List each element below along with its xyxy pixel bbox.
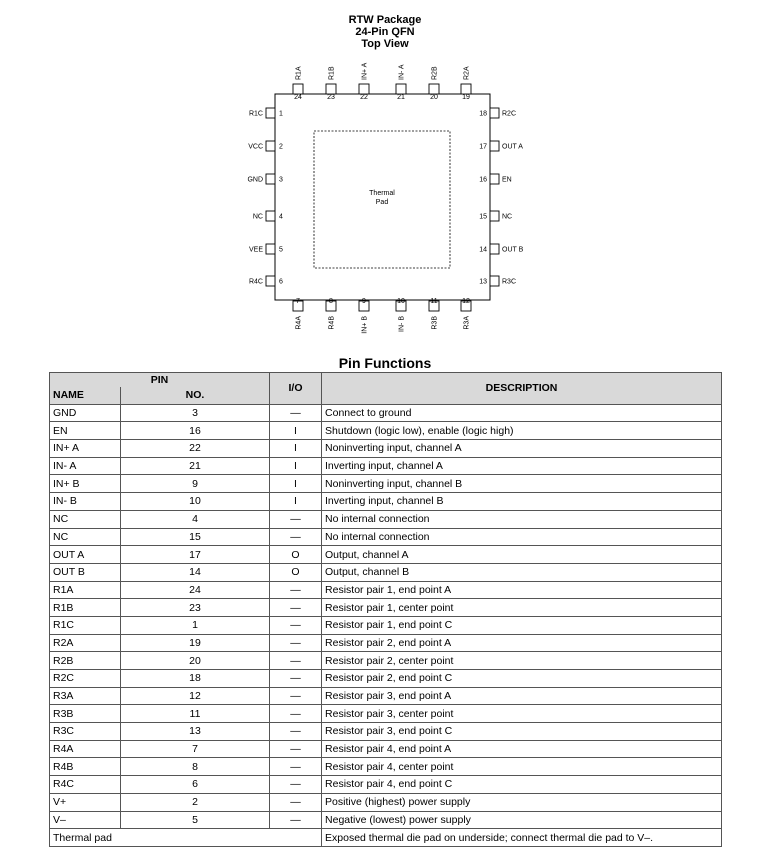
table-row [50,599,722,617]
package-title-line1: RTW Package [348,14,422,26]
pin-number-top: 20 [430,94,438,101]
pin-description-cell: Resistor pair 4, end point A [322,740,722,758]
pin-number-left: 2 [279,143,283,151]
pin-description-cell: Exposed thermal die pad on underside; connect thermal die pad to V–. [322,829,722,847]
pin-io-cell: — [270,740,322,758]
pin-name-cell: R3A [50,687,121,705]
pin-name-right: OUT A [502,143,523,151]
pin-name-top: R1B [328,66,336,80]
pin-number-cell: 6 [121,776,270,794]
pin-description-cell: Resistor pair 1, center point [322,599,722,617]
pin-pad-left-5 [266,244,275,254]
package-title-line2: 24-Pin QFN [355,26,415,38]
table-row [50,581,722,599]
pin-number-cell: 10 [121,493,270,511]
pin-description-cell: Resistor pair 2, end point A [322,634,722,652]
pin-name-cell: R1B [50,599,121,617]
pin-pad-left-1 [266,108,275,118]
pin-name-left: NC [252,213,263,221]
pin-name-right: EN [502,176,512,184]
pin-name-bottom: R3A [463,316,471,330]
pin-pad-right-15 [490,211,499,221]
pin-io-cell: — [270,652,322,670]
pin-pad-right-17 [490,141,499,151]
pin-name-bottom: R4B [328,316,336,330]
table-row-thermal-pad [50,829,722,847]
pin-name-cell: OUT B [50,563,121,581]
pin-pad-left-3 [266,174,275,184]
pin-description-cell: Inverting input, channel B [322,493,722,511]
pin-io-cell: — [270,599,322,617]
pin-name-cell: GND [50,404,121,422]
pin-number-top: 21 [397,94,405,101]
pin-number-right: 14 [479,246,487,254]
pin-name-left: R1C [248,110,263,118]
pin-description-cell: Resistor pair 3, center point [322,705,722,723]
table-row [50,422,722,440]
pin-number-cell: 18 [121,670,270,688]
pin-io-cell: — [270,634,322,652]
pin-number-cell: 9 [121,475,270,493]
pin-description-cell: Noninverting input, channel A [322,440,722,458]
pin-number-cell: 16 [121,422,270,440]
pin-description-cell: Noninverting input, channel B [322,475,722,493]
pin-name-cell: R3C [50,723,121,741]
pin-name-cell: NC [50,510,121,528]
pin-number-cell: 13 [121,723,270,741]
pin-io-cell: — [270,616,322,634]
pin-number-cell: 11 [121,705,270,723]
pin-number-cell: 22 [121,440,270,458]
table-row [50,811,722,829]
pin-name-cell: R2A [50,634,121,652]
pin-number-cell: 23 [121,599,270,617]
pin-number-cell: 4 [121,510,270,528]
pin-number-bottom: 7 [296,298,300,305]
pin-io-cell: I [270,440,322,458]
pin-pad-top-20 [429,84,439,94]
pin-name-cell: R1A [50,581,121,599]
pin-io-cell: I [270,475,322,493]
pin-name-bottom: IN+ B [361,316,369,334]
pin-name-bottom: R3B [431,316,439,330]
pin-number-cell: 7 [121,740,270,758]
pin-number-cell: 8 [121,758,270,776]
pin-number-cell: 20 [121,652,270,670]
table-row [50,723,722,741]
pin-name-cell: Thermal pad [50,829,121,847]
name-header: NAME [50,387,121,404]
pin-name-left: VCC [248,143,263,151]
pin-number-bottom: 11 [430,298,438,305]
pin-description-cell: Connect to ground [322,404,722,422]
pin-pad-left-2 [266,141,275,151]
table-row [50,440,722,458]
pin-functions-table [49,372,722,847]
pin-name-cell: IN- A [50,457,121,475]
pin-io-cell: — [270,581,322,599]
pin-io-cell: — [270,510,322,528]
table-row [50,705,722,723]
table-row [50,510,722,528]
no-header: NO. [121,387,270,404]
pin-name-cell: R1C [50,616,121,634]
pin-io-cell: I [270,493,322,511]
pin-number-top: 22 [360,94,368,101]
pin-number-bottom: 8 [329,298,333,305]
table-row [50,687,722,705]
pin-name-cell: R2C [50,670,121,688]
package-body [275,94,490,300]
pin-name-top: R2B [431,66,439,80]
pin-number-left: 5 [279,246,283,254]
pin-number-cell: 12 [121,687,270,705]
pin-name-top: R1A [295,66,303,80]
pin-name-cell: R4A [50,740,121,758]
pin-number-left: 3 [279,176,283,184]
table-row [50,634,722,652]
description-header: DESCRIPTION [322,373,722,405]
pin-name-top: IN+ A [361,62,369,80]
pin-io-cell [270,829,322,847]
pin-name-cell: R3B [50,705,121,723]
table-row [50,670,722,688]
pin-description-cell: No internal connection [322,528,722,546]
pin-number-bottom: 12 [462,298,470,305]
pin-io-cell: — [270,705,322,723]
pin-description-cell: Inverting input, channel A [322,457,722,475]
pin-name-cell: NC [50,528,121,546]
pin-number-left: 4 [279,213,283,221]
pin-description-cell: Output, channel B [322,563,722,581]
pin-description-cell: Resistor pair 2, center point [322,652,722,670]
table-row [50,404,722,422]
pin-number-left: 1 [279,110,283,118]
table-row [50,616,722,634]
pin-name-bottom: IN- B [398,316,406,332]
pin-io-cell: — [270,758,322,776]
pin-name-cell: R4C [50,776,121,794]
pin-number-bottom: 9 [362,298,366,305]
pin-number-cell: 17 [121,546,270,564]
pin-io-cell: — [270,670,322,688]
pin-name-bottom: R4A [295,316,303,330]
pin-name-left: R4C [248,278,263,286]
pin-name-cell: R2B [50,652,121,670]
pin-pad-right-16 [490,174,499,184]
pin-io-cell: I [270,422,322,440]
pin-description-cell: No internal connection [322,510,722,528]
pin-number-right: 15 [479,213,487,221]
table-row [50,563,722,581]
table-row [50,740,722,758]
pin-description-cell: Resistor pair 2, end point C [322,670,722,688]
pin-name-right: OUT B [502,246,524,254]
table-row [50,776,722,794]
pin-name-cell: EN [50,422,121,440]
table-row [50,457,722,475]
pin-description-cell: Output, channel A [322,546,722,564]
pin-name-left: VEE [248,246,263,254]
table-row [50,652,722,670]
pin-number-cell: 19 [121,634,270,652]
pin-number-bottom: 10 [397,298,405,305]
pin-description-cell: Positive (highest) power supply [322,793,722,811]
thermal-pad-label-2: Pad [375,199,389,206]
pin-number-cell: 2 [121,793,270,811]
pin-name-right: NC [502,213,513,221]
pin-description-cell: Resistor pair 3, end point C [322,723,722,741]
pin-description-cell: Resistor pair 4, center point [322,758,722,776]
pin-io-cell: — [270,776,322,794]
pin-name-cell: V+ [50,793,121,811]
pin-number-cell: 5 [121,811,270,829]
pin-io-cell: — [270,687,322,705]
pin-description-cell: Resistor pair 4, end point C [322,776,722,794]
pin-number-cell: 3 [121,404,270,422]
pin-pad-left-4 [266,211,275,221]
pin-name-cell: IN- B [50,493,121,511]
pin-name-cell: R4B [50,758,121,776]
pin-number-cell: 14 [121,563,270,581]
pin-description-cell: Resistor pair 1, end point C [322,616,722,634]
pin-name-cell: IN+ B [50,475,121,493]
pin-io-cell: — [270,404,322,422]
pin-io-cell: — [270,723,322,741]
table-row [50,758,722,776]
io-header: I/O [270,373,322,405]
pin-io-cell: — [270,528,322,546]
table-row [50,528,722,546]
pin-io-cell: — [270,793,322,811]
pinout-diagram [0,0,770,350]
pin-pad-right-14 [490,244,499,254]
pin-number-right: 13 [479,278,487,286]
table-row [50,475,722,493]
pin-io-cell: O [270,563,322,581]
pin-number-right: 16 [479,176,487,184]
pin-pad-right-18 [490,108,499,118]
pin-name-cell: IN+ A [50,440,121,458]
pin-description-cell: Resistor pair 1, end point A [322,581,722,599]
pin-number-left: 6 [279,278,283,286]
pin-io-cell: O [270,546,322,564]
pin-description-cell: Resistor pair 3, end point A [322,687,722,705]
pin-pad-top-24 [293,84,303,94]
pin-description-cell: Shutdown (logic low), enable (logic high) [322,422,722,440]
pin-name-top: R2A [463,66,471,80]
pin-pad-top-23 [326,84,336,94]
pin-number-cell [121,829,270,847]
pin-description-cell: Negative (lowest) power supply [322,811,722,829]
pin-number-cell: 24 [121,581,270,599]
pin-number-cell: 1 [121,616,270,634]
thermal-pad-label-1: Thermal [369,190,395,197]
pin-pad-right-13 [490,276,499,286]
pin-io-cell: I [270,457,322,475]
pin-number-right: 17 [479,143,487,151]
pin-number-cell: 15 [121,528,270,546]
pin-name-top: IN- A [398,64,406,80]
pin-pad-top-22 [359,84,369,94]
pin-number-top: 23 [327,94,335,101]
pin-pad-top-21 [396,84,406,94]
pin-header: PIN [50,373,270,388]
pin-name-right: R2C [502,110,517,118]
pin-io-cell: — [270,811,322,829]
pin-number-cell: 21 [121,457,270,475]
pin-number-right: 18 [479,110,487,118]
pin-name-cell: OUT A [50,546,121,564]
table-row [50,546,722,564]
package-title-line3: Top View [361,38,409,50]
pin-name-cell: V– [50,811,121,829]
table-row [50,793,722,811]
pin-number-top: 19 [462,94,470,101]
pin-functions-title: Pin Functions [338,355,432,371]
pin-name-left: GND [247,176,263,184]
pin-pad-left-6 [266,276,275,286]
pin-pad-top-19 [461,84,471,94]
table-row [50,493,722,511]
pin-number-top: 24 [294,94,302,101]
pin-name-right: R3C [502,278,517,286]
